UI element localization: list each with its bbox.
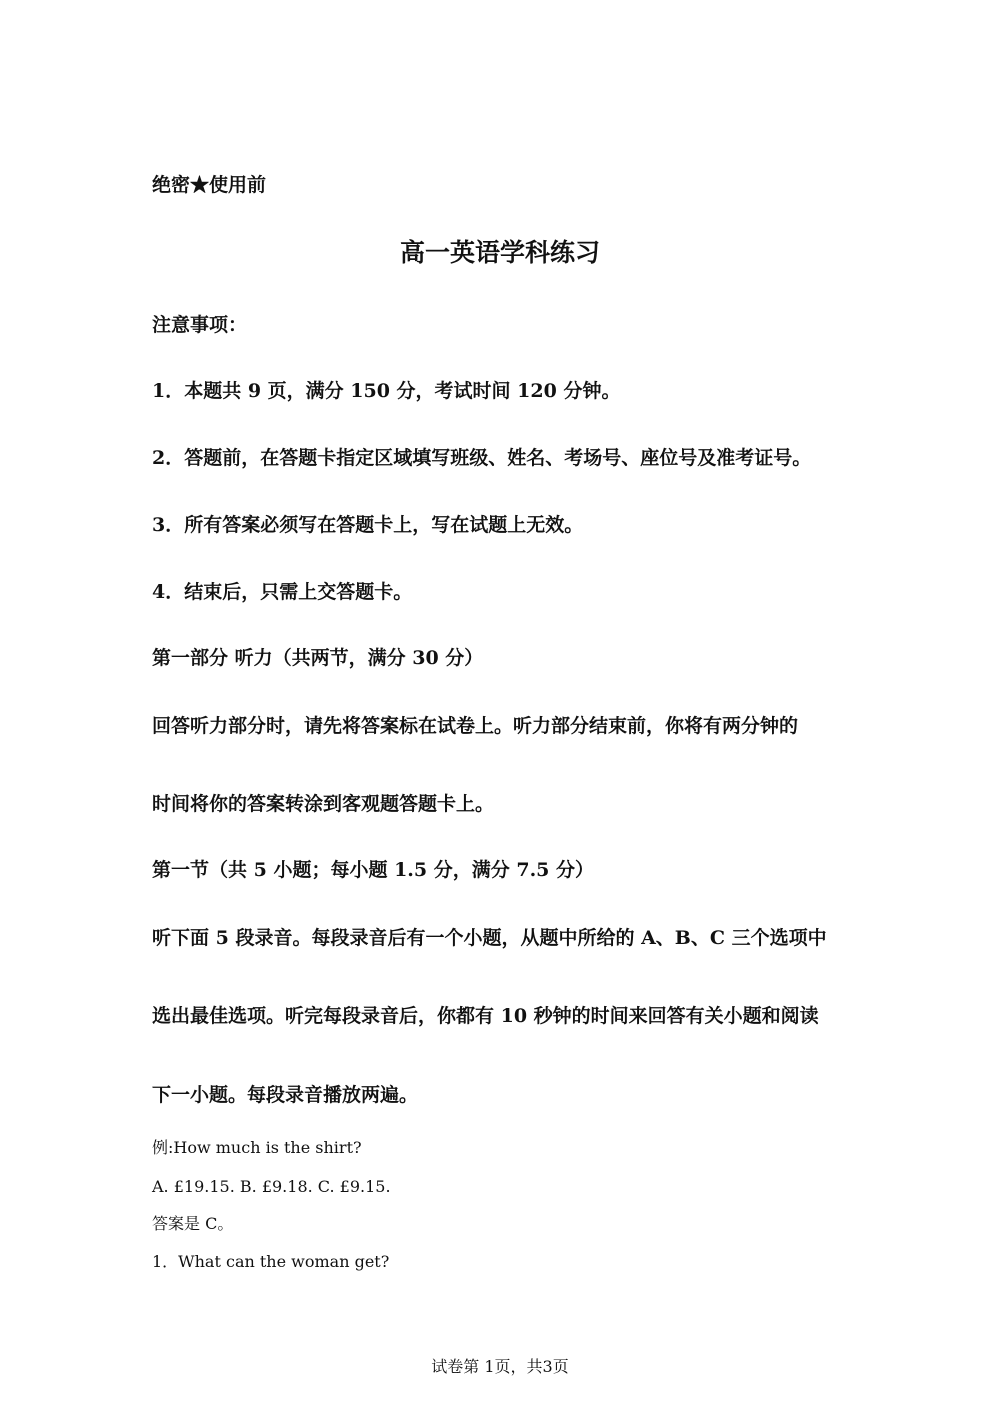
notice-item-1: 1．本题共 9 页，满分 150 分，考试时间 120 分钟。 [152,380,621,402]
classification-label: 绝密★使用前 [152,174,267,196]
part1-heading: 第一部分 听力（共两节，满分 30 分） [152,647,484,669]
part1-instruction-line-1: 回答听力部分时，请先将答案标在试卷上。听力部分结束前，你将有两分钟的 [152,715,799,737]
notice-item-3: 3．所有答案必须写在答题卡上，写在试题上无效。 [152,514,584,536]
page-title: 高一英语学科练习 [399,238,600,267]
question-1: 1．What can the woman get? [152,1252,390,1271]
notice-heading: 注意事项： [152,314,248,336]
part1-instruction-line-2: 时间将你的答案转涂到客观题答题卡上。 [152,793,495,815]
example-question: 例:How much is the shirt? [152,1138,362,1157]
section1-instruction-line-2: 选出最佳选项。听完每段录音后，你都有 10 秒钟的时间来回答有关小题和阅读 [152,1005,819,1027]
section1-instruction-line-3: 下一小题。每段录音播放两遍。 [152,1084,419,1106]
section1-instruction-line-1: 听下面 5 段录音。每段录音后有一个小题，从题中所给的 A、B、C 三个选项中 [152,927,827,949]
page-footer: 试卷第 1页，共3页 [431,1357,569,1376]
example-options: A. £19.15. B. £9.18. C. £9.15. [152,1177,391,1196]
section1-heading: 第一节（共 5 小题；每小题 1.5 分，满分 7.5 分） [152,859,595,881]
notice-item-4: 4．结束后，只需上交答题卡。 [152,581,413,603]
example-answer: 答案是 C。 [152,1214,234,1233]
notice-item-2: 2．答题前，在答题卡指定区域填写班级、姓名、考场号、座位号及准考证号。 [152,447,812,469]
